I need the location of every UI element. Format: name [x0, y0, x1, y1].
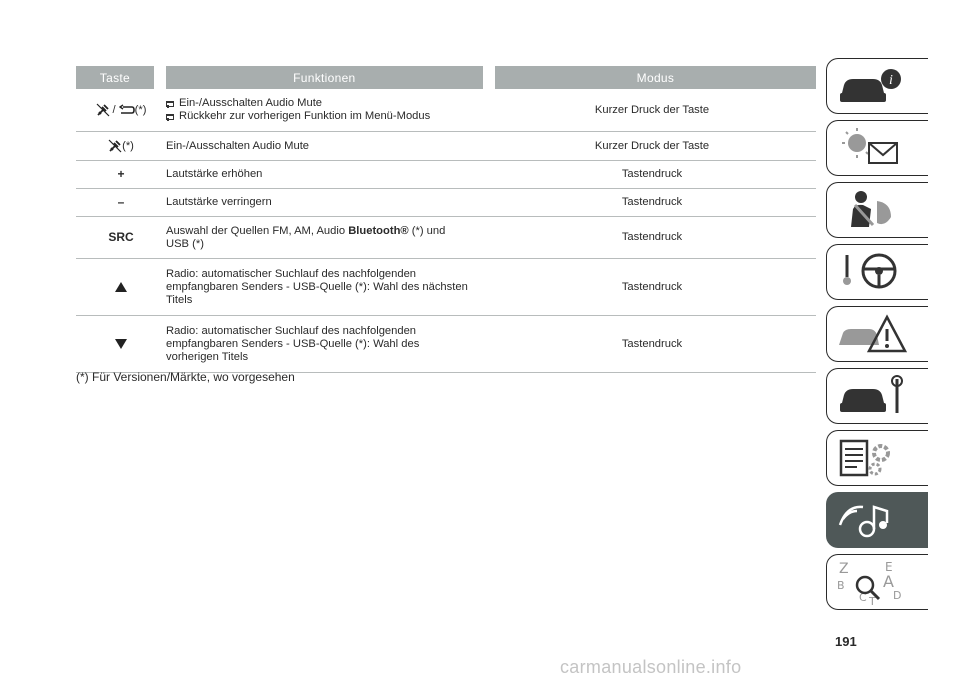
function-line: empfangbaren Senders - USB-Quelle (*): Wahl des [166, 337, 420, 350]
source-key: SRC [108, 230, 134, 244]
volume-up-key: + [117, 167, 125, 181]
function-line: Ein-/Ausschalten Audio Mute [166, 139, 310, 152]
function-line: Lautstärke erhöhen [166, 168, 263, 180]
multimedia-icon [835, 497, 919, 543]
tab-index[interactable] [826, 554, 928, 610]
tab-emergency[interactable] [826, 306, 928, 362]
table-row [76, 132, 816, 161]
technical-data-icon [835, 435, 919, 481]
mode-cell: Tastendruck [621, 231, 683, 243]
function-line: Titels [166, 293, 193, 306]
volume-down-key: – [117, 195, 125, 209]
function-line: Lautstärke verringern [166, 196, 272, 208]
index-letter: C [859, 591, 867, 604]
mode-cell: Tastendruck [621, 168, 683, 180]
car-info-icon [835, 63, 919, 109]
controls-table [76, 66, 816, 373]
arrow-down-icon [115, 339, 127, 349]
key-suffix: (*) [122, 139, 134, 152]
mode-cell: Tastendruck [621, 337, 683, 350]
table-row [76, 189, 816, 217]
function-line: Radio: automatischer Suchlauf des nachfolgenden [166, 267, 417, 280]
tab-maintenance[interactable] [826, 368, 928, 424]
steering-control-icon [166, 99, 175, 108]
table-row [76, 259, 816, 316]
header-taste: Taste [76, 66, 154, 89]
function-line: empfangbaren Senders - USB-Quelle (*): Wahl des nächsten [166, 280, 468, 293]
table-header [76, 66, 816, 89]
mode-cell: Kurzer Druck der Taste [594, 139, 710, 152]
function-cell [166, 259, 488, 315]
function-line: vorherigen Titels [166, 350, 249, 363]
steering-control-icon [166, 112, 175, 121]
header-modus: Modus [495, 66, 816, 89]
function-cell [166, 89, 488, 131]
key-cell [76, 89, 166, 131]
table-row [76, 89, 816, 132]
function-text: Auswahl der Quellen FM, AM, Audio [166, 224, 349, 237]
function-line: USB (*) [166, 237, 204, 250]
mode-cell: Tastendruck [621, 196, 683, 208]
index-letter: E [885, 560, 893, 574]
footnote: (*) Für Versionen/Märkte, wo vorgesehen [76, 370, 295, 384]
index-letter: A [883, 572, 894, 591]
function-cell [166, 161, 488, 188]
page-number: 191 [835, 634, 857, 649]
function-text: (*) und [408, 224, 446, 237]
index-letter: Z [839, 561, 849, 577]
chapter-sidebar [826, 58, 930, 616]
maintenance-icon [835, 373, 919, 419]
function-cell [166, 217, 488, 258]
tab-warning-lights[interactable] [826, 120, 928, 176]
key-cell [76, 316, 166, 372]
table-row [76, 161, 816, 189]
header-funktionen: Funktionen [166, 66, 483, 89]
key-suffix: (*) [134, 103, 147, 116]
key-cell [76, 132, 166, 160]
function-cell [166, 132, 488, 160]
back-icon [119, 104, 135, 116]
warning-lights-icon [835, 125, 919, 171]
tab-safety[interactable] [826, 182, 928, 238]
function-cell [166, 316, 488, 372]
tab-driving[interactable] [826, 244, 928, 300]
mute-icon [96, 103, 110, 117]
key-separator: / [112, 103, 116, 116]
mode-cell: Kurzer Druck der Taste [594, 103, 710, 116]
watermark: carmanualsonline.info [560, 657, 742, 677]
mode-cell: Tastendruck [621, 280, 683, 293]
function-line [166, 225, 445, 238]
bluetooth-label: Bluetooth® [348, 224, 409, 237]
index-letter: T [869, 595, 876, 605]
key-cell [76, 259, 166, 315]
svg-text:i: i [889, 73, 893, 88]
table-row [76, 217, 816, 259]
table-row [76, 316, 816, 373]
function-line: Ein-/Ausschalten Audio Mute [179, 97, 323, 109]
emergency-icon [835, 311, 919, 357]
function-line: Rückkehr zur vorherigen Funktion im Menü-Modus [179, 110, 431, 122]
tab-technical-data[interactable] [826, 430, 928, 486]
arrow-up-icon [115, 282, 127, 292]
function-line: Radio: automatischer Suchlauf des nachfolgenden [166, 324, 417, 337]
tab-car-info[interactable] [826, 58, 928, 114]
safety-icon [835, 187, 919, 233]
index-icon [835, 559, 919, 605]
driving-icon [835, 249, 919, 295]
mute-icon [108, 139, 122, 153]
function-cell [166, 189, 488, 216]
index-letter: D [893, 589, 902, 602]
tab-multimedia[interactable] [826, 492, 928, 548]
index-letter: B [837, 579, 845, 592]
